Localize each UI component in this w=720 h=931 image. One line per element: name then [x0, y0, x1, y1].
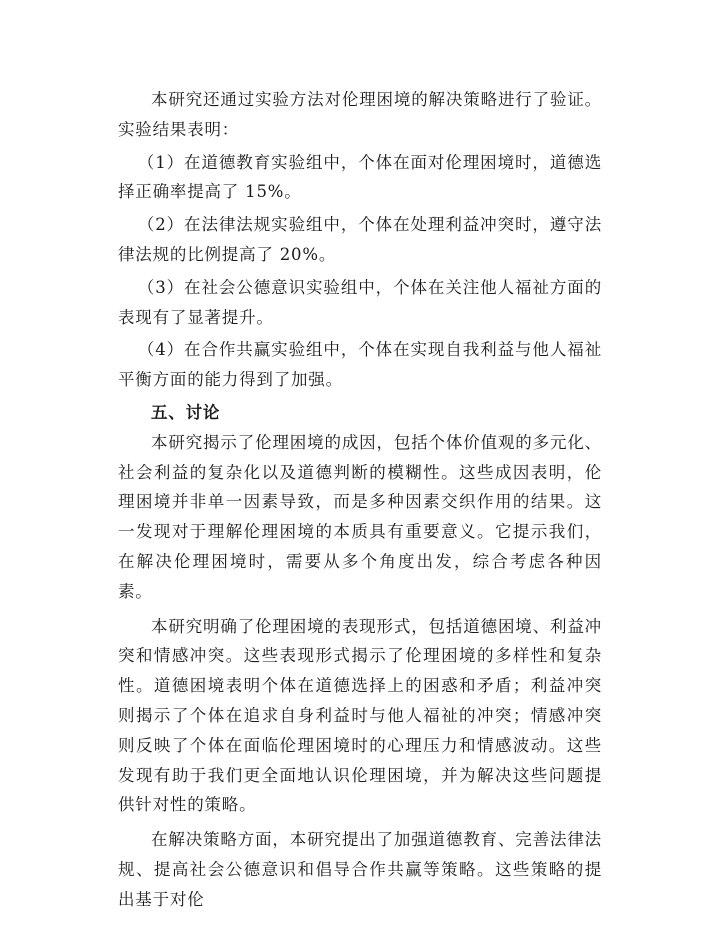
discussion-paragraph-2: 本研究明确了伦理困境的表现形式，包括道德困境、利益冲突和情感冲突。这些表现形式揭示了伦理困境的多样性和复杂性。道德困境表明个体在道德选择上的困惑和矛盾；利益冲突则揭示了个体在追求自身利益时与他人福祉的冲突；情感冲突则反映了个体在面临伦理困境时的心理压力和情感波动。这些发现有助于我们更全面地认识伦理困境，并为解决这些问题提供针对性的策略。 [118, 616, 602, 815]
result-item-1: （1）在道德教育实验组中，个体在面对伦理困境时，道德选择正确率提高了 15%。 [118, 152, 602, 202]
section-heading-discussion: 五、讨论 [151, 402, 221, 422]
intro-paragraph: 本研究还通过实验方法对伦理困境的解决策略进行了验证。实验结果表明： [118, 90, 602, 139]
result-item-3: （3）在社会公德意识实验组中，个体在关注他人福祉方面的表现有了显著提升。 [118, 277, 602, 327]
result-item-2: （2）在法律法规实验组中，个体在处理利益冲突时，遵守法律法规的比例提高了 20%。 [118, 215, 602, 264]
discussion-paragraph-1: 本研究揭示了伦理困境的成因，包括个体价值观的多元化、社会利益的复杂化以及道德判断的模糊性。这些成因表明，伦理困境并非单一因素导致，而是多种因素交织作用的结果。这一发现对于理解伦理困境的本质具有重要意义。它提示我们，在解决伦理困境时，需要从多个角度出发，综合考虑各种因素。 [118, 432, 602, 601]
result-item-4: （4）在合作共赢实验组中，个体在实现自我利益与他人福祉平衡方面的能力得到了加强。 [118, 340, 602, 390]
discussion-paragraph-3: 在解决策略方面，本研究提出了加强道德教育、完善法律法规、提高社会公德意识和倡导合作共赢等策略。这些策略的提出基于对伦 [118, 830, 602, 909]
